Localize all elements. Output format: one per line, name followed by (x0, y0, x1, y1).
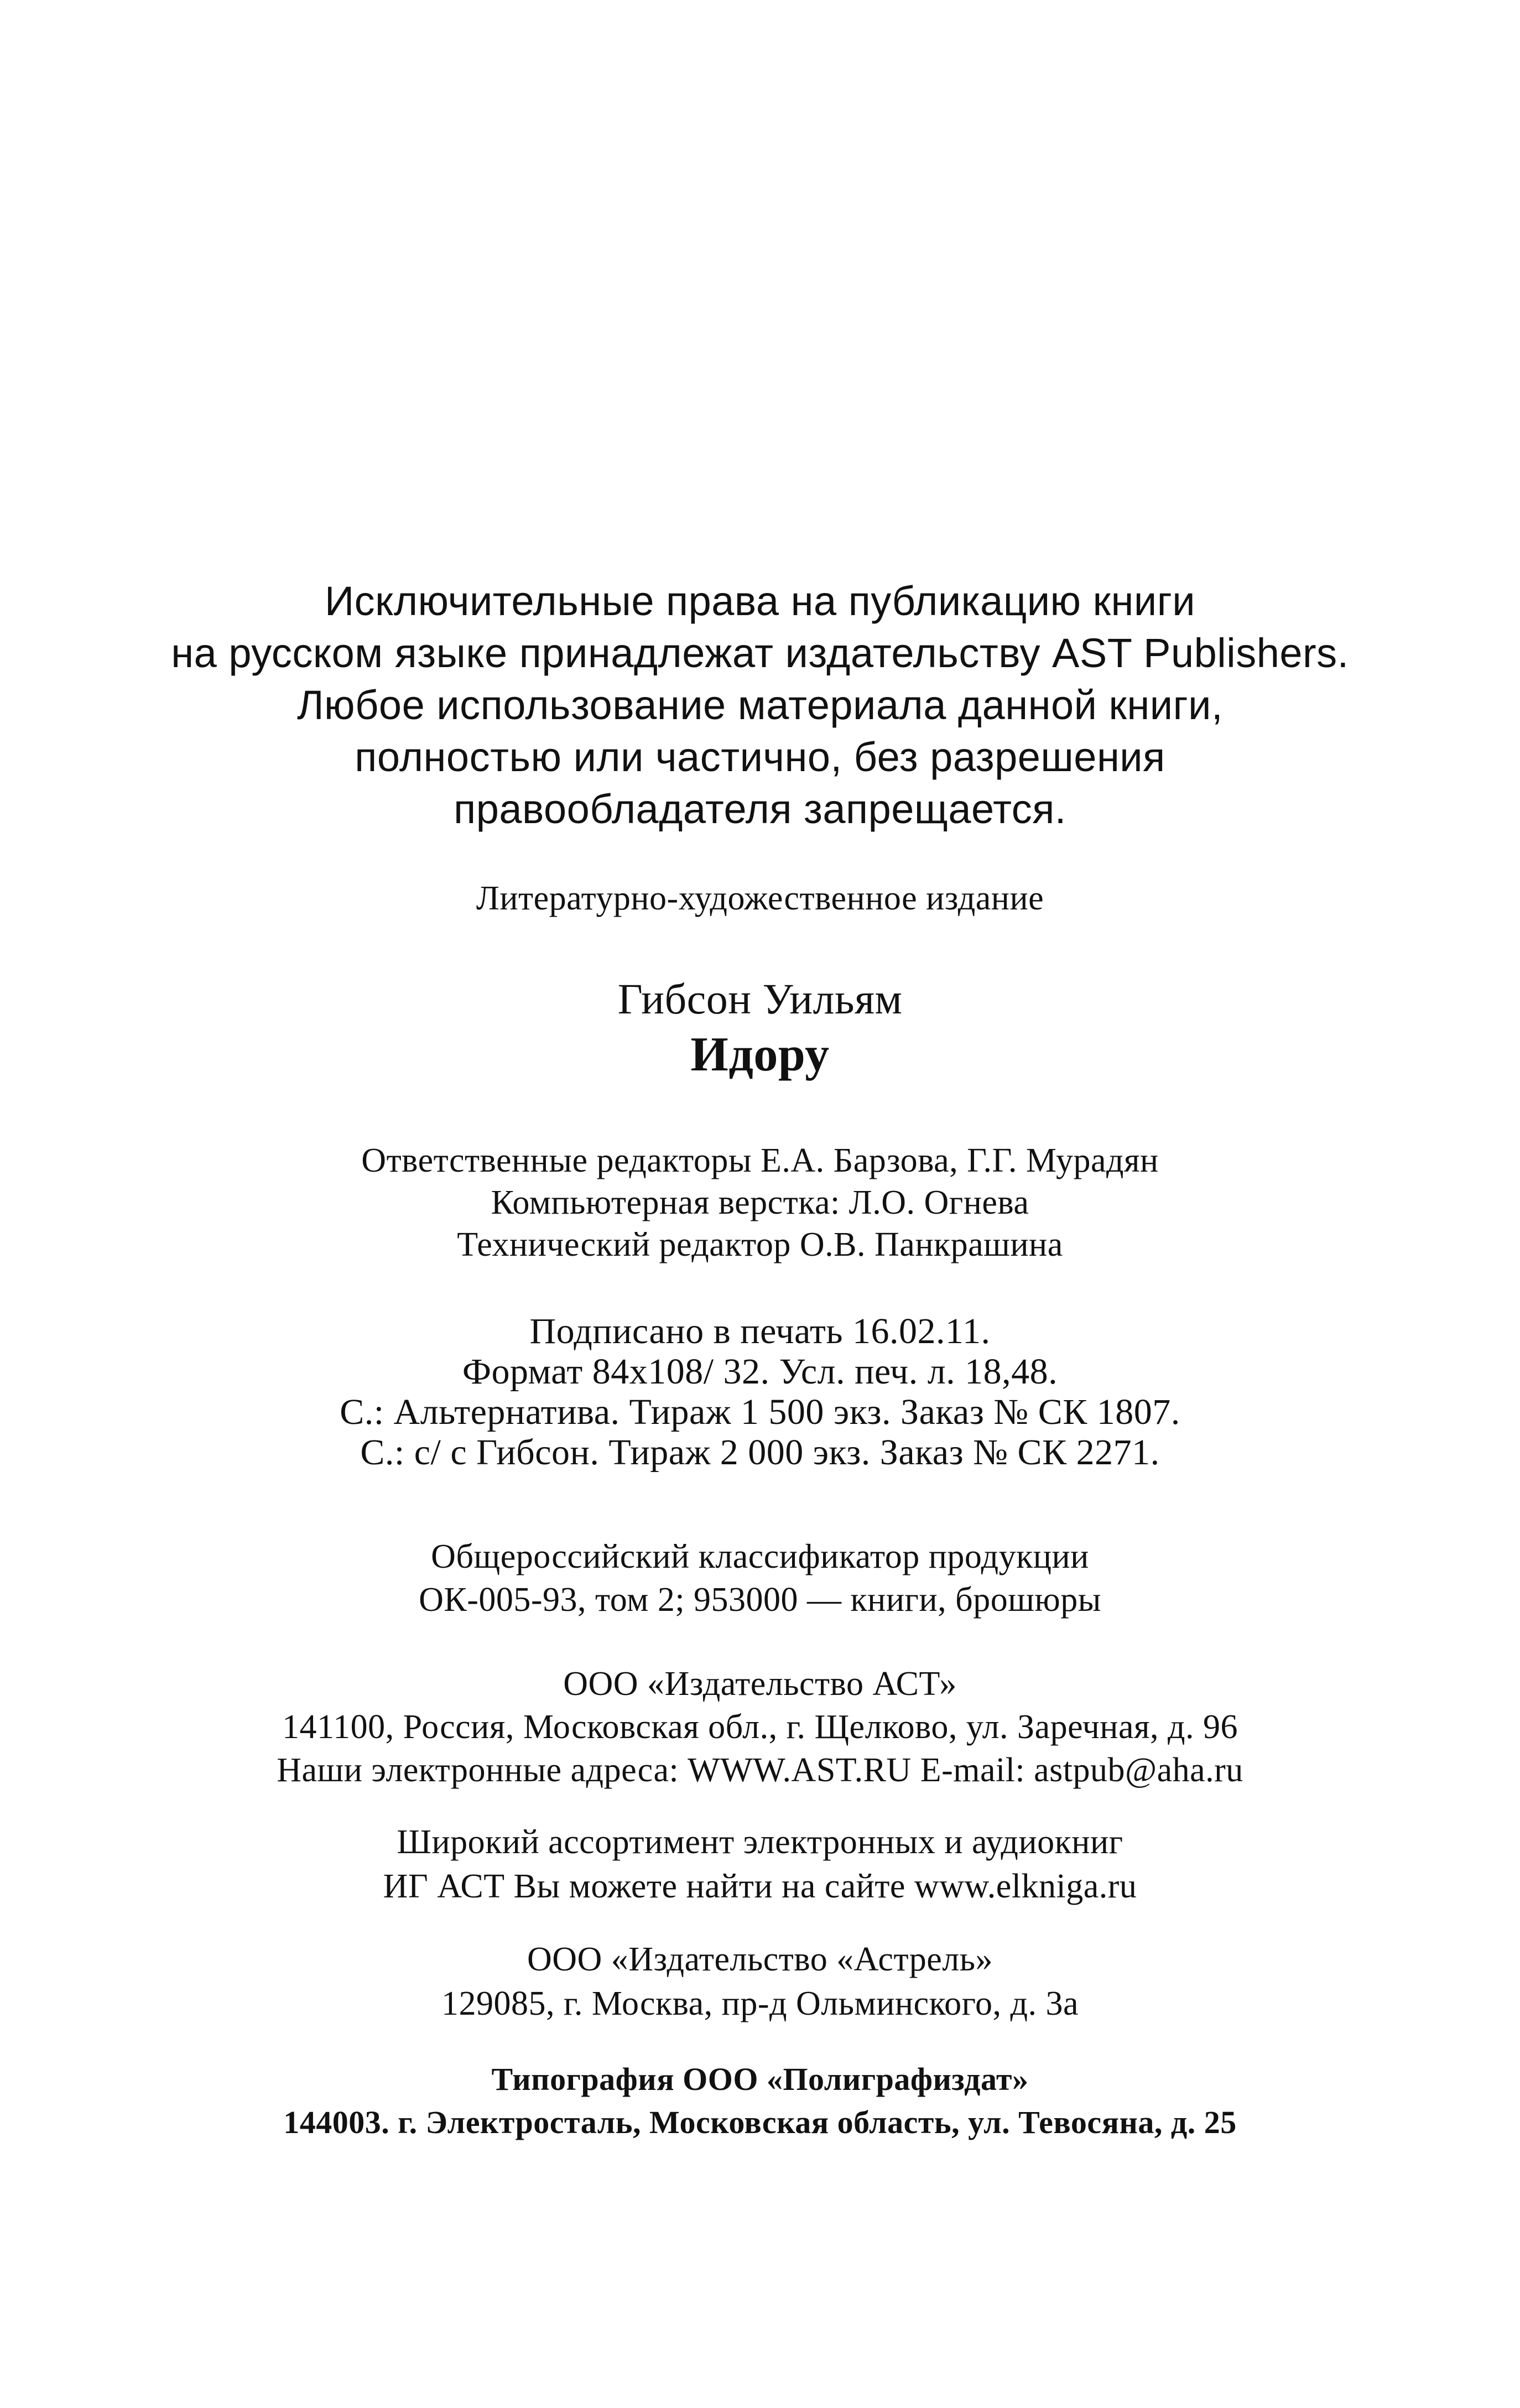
product-classifier (0, 1535, 1520, 1621)
print-data (0, 1311, 1520, 1473)
rights-notice (0, 575, 1520, 835)
classifier-line: Общероссийский классификатор продукции (431, 1538, 1089, 1575)
ebooks-line: Широкий ассортимент электронных и аудиокниг (397, 1823, 1123, 1861)
publisher-ast-line: ООО «Издательство АСТ» (563, 1665, 957, 1703)
book-heading (0, 972, 1520, 1084)
classifier-line: ОК-005-93, том 2; 953000 — книги, брошюры (419, 1581, 1101, 1619)
printing-house (0, 2058, 1520, 2144)
staff-line: Технический редактор О.В. Панкрашина (457, 1226, 1063, 1263)
rights-notice-line: на русском языке принадлежат издательству AST Publishers. (171, 630, 1349, 676)
staff-line: Ответственные редакторы Е.А. Барзова, Г.Г. Мурадян (361, 1142, 1159, 1179)
printing-house-line: Типография ООО «Полиграфиздат» (491, 2061, 1029, 2097)
print-data-line: Формат 84х108/ 32. Усл. печ. л. 18,48. (462, 1351, 1058, 1392)
print-data-line: С.: Альтернатива. Тираж 1 500 экз. Заказ № СК 1807. (340, 1392, 1180, 1432)
rights-notice-line: правообладателя запрещается. (454, 786, 1066, 832)
ebooks-line: ИГ АСТ Вы можете найти на сайте www.elkniga.ru (383, 1868, 1137, 1905)
publisher-astrel-line: 129085, г. Москва, пр-д Ольминского, д. 3а (441, 1985, 1079, 2022)
publisher-astrel (0, 1937, 1520, 2026)
printing-house-line: 144003. г. Электросталь, Московская область, ул. Тевосяна, д. 25 (283, 2104, 1237, 2140)
book-title: Идору (690, 1028, 830, 1081)
publisher-ast (0, 1662, 1520, 1792)
rights-notice-line: Исключительные права на публикацию книги (324, 578, 1196, 624)
rights-notice-line: Любое использование материала данной книги, (296, 682, 1224, 728)
ebooks-notice (0, 1820, 1520, 1908)
rights-notice-line: полностью или частично, без разрешения (355, 734, 1165, 780)
print-data-line: Подписано в печать 16.02.11. (529, 1311, 991, 1351)
publisher-ast-line: 141100, Россия, Московская обл., г. Щелково, ул. Заречная, д. 96 (282, 1708, 1238, 1746)
staff-credits (0, 1140, 1520, 1266)
publisher-astrel-line: ООО «Издательство «Астрель» (527, 1941, 993, 1978)
publisher-ast-line: Наши электронные адреса: WWW.AST.RU E-mail: astpub@aha.ru (277, 1751, 1243, 1789)
book-author: Гибсон Уильям (617, 975, 903, 1023)
staff-line: Компьютерная верстка: Л.О. Огнева (491, 1184, 1029, 1221)
print-data-line: С.: с/ с Гибсон. Тираж 2 000 экз. Заказ № СК 2271. (360, 1432, 1160, 1473)
edition-type: Литературно-художественное издание (476, 880, 1044, 917)
edition-type-block (0, 876, 1520, 920)
